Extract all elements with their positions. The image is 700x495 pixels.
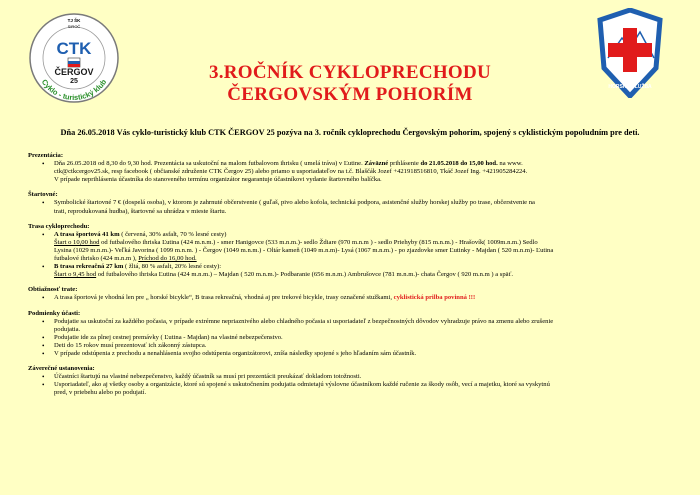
list-item xyxy=(54,350,674,358)
podmienky-list xyxy=(28,318,674,326)
text-span: Záväzné xyxy=(364,160,389,168)
text-span: V prípade odstúpenia z prechodu a nenahlásenia svojho odstúpenia organizátorovi, zníša následky spojené s jeho hľadaním sám účastník. xyxy=(54,349,417,357)
text-span: Symbolické štartovné 7 € (dospelá osoba), v ktorom je zahrnuté občerstvenie ( guľaš, pivo alebo kofola, technická podpora, asistenčné služby horskej služby po trase, občerstvenie na xyxy=(54,199,535,207)
helmet-warning: cyklistická prilba povinná !!! xyxy=(393,294,476,302)
logo-sub-text: SIROČ xyxy=(67,24,81,29)
title-line-1: 3.ROČNÍK CYKLOPRECHODU xyxy=(208,62,492,83)
document-body xyxy=(28,152,674,397)
prezentacia-p3: V prípade neprihlásenia účastníka do stanoveného termínu organizátor negarantuje účastníkovi vydanie štartovného balíčka. xyxy=(54,176,382,184)
title-line-2: ČERGOVSKÝM POHORÍM xyxy=(227,84,473,105)
trasa-b-line1 xyxy=(28,271,674,279)
text-span: Deti do 15 rokov musí prezentovať ich zákonný zástupca. xyxy=(54,341,207,349)
logo-ctk: CTK xyxy=(56,39,92,58)
text-span: na www. xyxy=(497,160,523,168)
list-item xyxy=(54,334,674,342)
section-heading-obtiaznost: Obtiažnosť trate: xyxy=(28,286,78,294)
podmienky-i1b: podujatia. xyxy=(54,325,81,333)
podmienky-list-2 xyxy=(28,334,674,358)
section-heading-podmienky: Podmienky účasti: xyxy=(28,309,81,317)
list-item xyxy=(54,263,674,271)
text-span: od futbalového ihriska Ľutina (424 m.n.m.) – Majdan ( 520 m.n.m.)- Podbaranie (656 m.n.m.) Ambrušovce (781 m.n.m.)- chata Čergov ( 920 m.n.m ) a späť. xyxy=(96,271,514,279)
section-heading-prezentacia: Prezentácia: xyxy=(28,152,64,159)
list-item xyxy=(54,373,674,381)
list-item xyxy=(54,342,674,350)
page-title xyxy=(130,62,570,106)
text-span: A trasa športová je vhodná len pre „ horské bicykle“, B trasa rekreačná, vhodná aj pre trekové bicykle, trasy označené stužkami, xyxy=(54,294,394,302)
intro-text: Dňa 26.05.2018 Vás cyklo-turistický klub CTK ČERGOV 25 pozýva na 3. ročník cykloprechodu Čergovským pohorím, spojený s cyklistickým popoludním pre deti. xyxy=(60,128,640,137)
text-span: Účastníci štartujú na vlastné nebezpečenstvo, každý účastník sa musí pri prezentácii preukázať dokladom totožnosti. xyxy=(54,373,362,381)
list-item xyxy=(54,294,674,302)
text-span: od futbalového ihriska Ľutina (424 m.n.m.) - smer Hanigovce (533 m.n.m.)- sedlo Ždiare (970 m.n.m ) - sedlo Priehyby (815 m.n.m.) - Hrašovík( 1009m.n.m.) Sedlo xyxy=(99,238,538,246)
horska-sluzba-logo xyxy=(596,8,664,98)
trasa-list xyxy=(28,231,674,239)
text-span: Príchod do 16,00 hod. xyxy=(138,255,197,263)
list-item xyxy=(54,199,674,207)
logo-right-text: HORSKÁ SLUŽBA xyxy=(608,84,652,90)
prezentacia-list xyxy=(28,160,674,168)
text-span: Dňa 26.05.2018 od 8,30 do 9,30 hod. Prezentácia sa uskutoční na malom futbalovom ihrisku ( umelá tráva) v Ľutine. xyxy=(54,160,365,168)
text-span: Štart o 10,00 hod xyxy=(54,238,100,246)
text-span: ( červená, 30% asfalt, 70 % lesné cesty) xyxy=(119,230,227,238)
text-span: Podujatie sa uskutoční za každého počasia, v prípade extrémne nepriaznivého alebo chladného počasia si usporiadateľ z bezpečnostných dôvodov vyhradzuje právo na zmenu alebo zrušenie xyxy=(54,317,554,325)
list-item xyxy=(54,160,674,168)
logo-number: 25 xyxy=(70,78,78,85)
ctk-cergov-logo xyxy=(28,12,120,104)
text-span: Podujatie ide za plnej cestnej premávky ( Ľutina - Majdan) na vlastné nebezpečenstvo. xyxy=(54,333,283,341)
text-span: ( žltá, 80 % asfalt, 20% lesné cesty): xyxy=(123,263,222,271)
prezentacia-p2: ctk@ctkcergov25.sk, resp facebook ( občianské združenie CTK Čergov 25) alebo priamo u usporiadateľov na t.č. Blaščák Jozef +421918516810, Tkáč Jozef Ing. +421905284224. xyxy=(54,168,528,176)
startovne-p2: trati, reprodukovaná hudba), štartovné sa uhrádza v mieste štartu. xyxy=(54,207,227,215)
text-span: A trasa športová 41 km xyxy=(54,230,120,238)
list-item xyxy=(54,231,674,239)
text-span: prihlásenie xyxy=(388,160,421,168)
logo-cergov: ČERGOV xyxy=(54,67,94,77)
logo-ring-text: Cyklo - turistický klub xyxy=(39,77,109,103)
section-heading-zaverecne: Záverečné ustanovenia: xyxy=(28,365,95,373)
text-span: B trasa rekreačná 27 km xyxy=(54,263,124,271)
startovne-list xyxy=(28,199,674,207)
trasa-list-b xyxy=(28,263,674,271)
trasa-a-line1 xyxy=(28,239,674,247)
text-span: futbalové ihrisko (424 m.n.m ), xyxy=(54,255,139,263)
list-item xyxy=(54,381,674,389)
text-span: Usporiadateľ, ako aj všetky osoby a organizácie, ktoré sú spojené s uskutočnením podujatia odmietajú výslovne účastníkom každé ručenie za škody osôb, vecí a majetku, ktoré sa vyskytnú xyxy=(54,381,550,389)
section-heading-startovne: Štartovné: xyxy=(28,191,58,199)
text-span: Štart o 9,45 hod xyxy=(54,271,97,279)
text-span: do 21.05.2018 do 15,00 hod. xyxy=(420,160,498,168)
logo-top-text: TJ ŠK xyxy=(67,18,81,23)
obtiaznost-list xyxy=(28,294,674,302)
zaverecne-list xyxy=(28,373,674,389)
trasa-a-line3 xyxy=(28,255,674,263)
section-heading-trasa: Trasa cykloprechodu: xyxy=(28,222,90,230)
zaverecne-i2b: pred, v priebehu alebo po podujatí. xyxy=(54,389,147,397)
list-item xyxy=(54,318,674,326)
trasa-a-line2: Lysina (1029 m.n.m.)- Veľká Javorina ( 1099 m.n.m. ) - Čergov (1049 m.n.m.) - Oltár kameň (1049 m.n.m)- Lysá (1067 m.n.m.) - po zjazdovke smer Ľutinky - Majdan ( 520 m.n.m)- Ľutina xyxy=(54,246,554,254)
